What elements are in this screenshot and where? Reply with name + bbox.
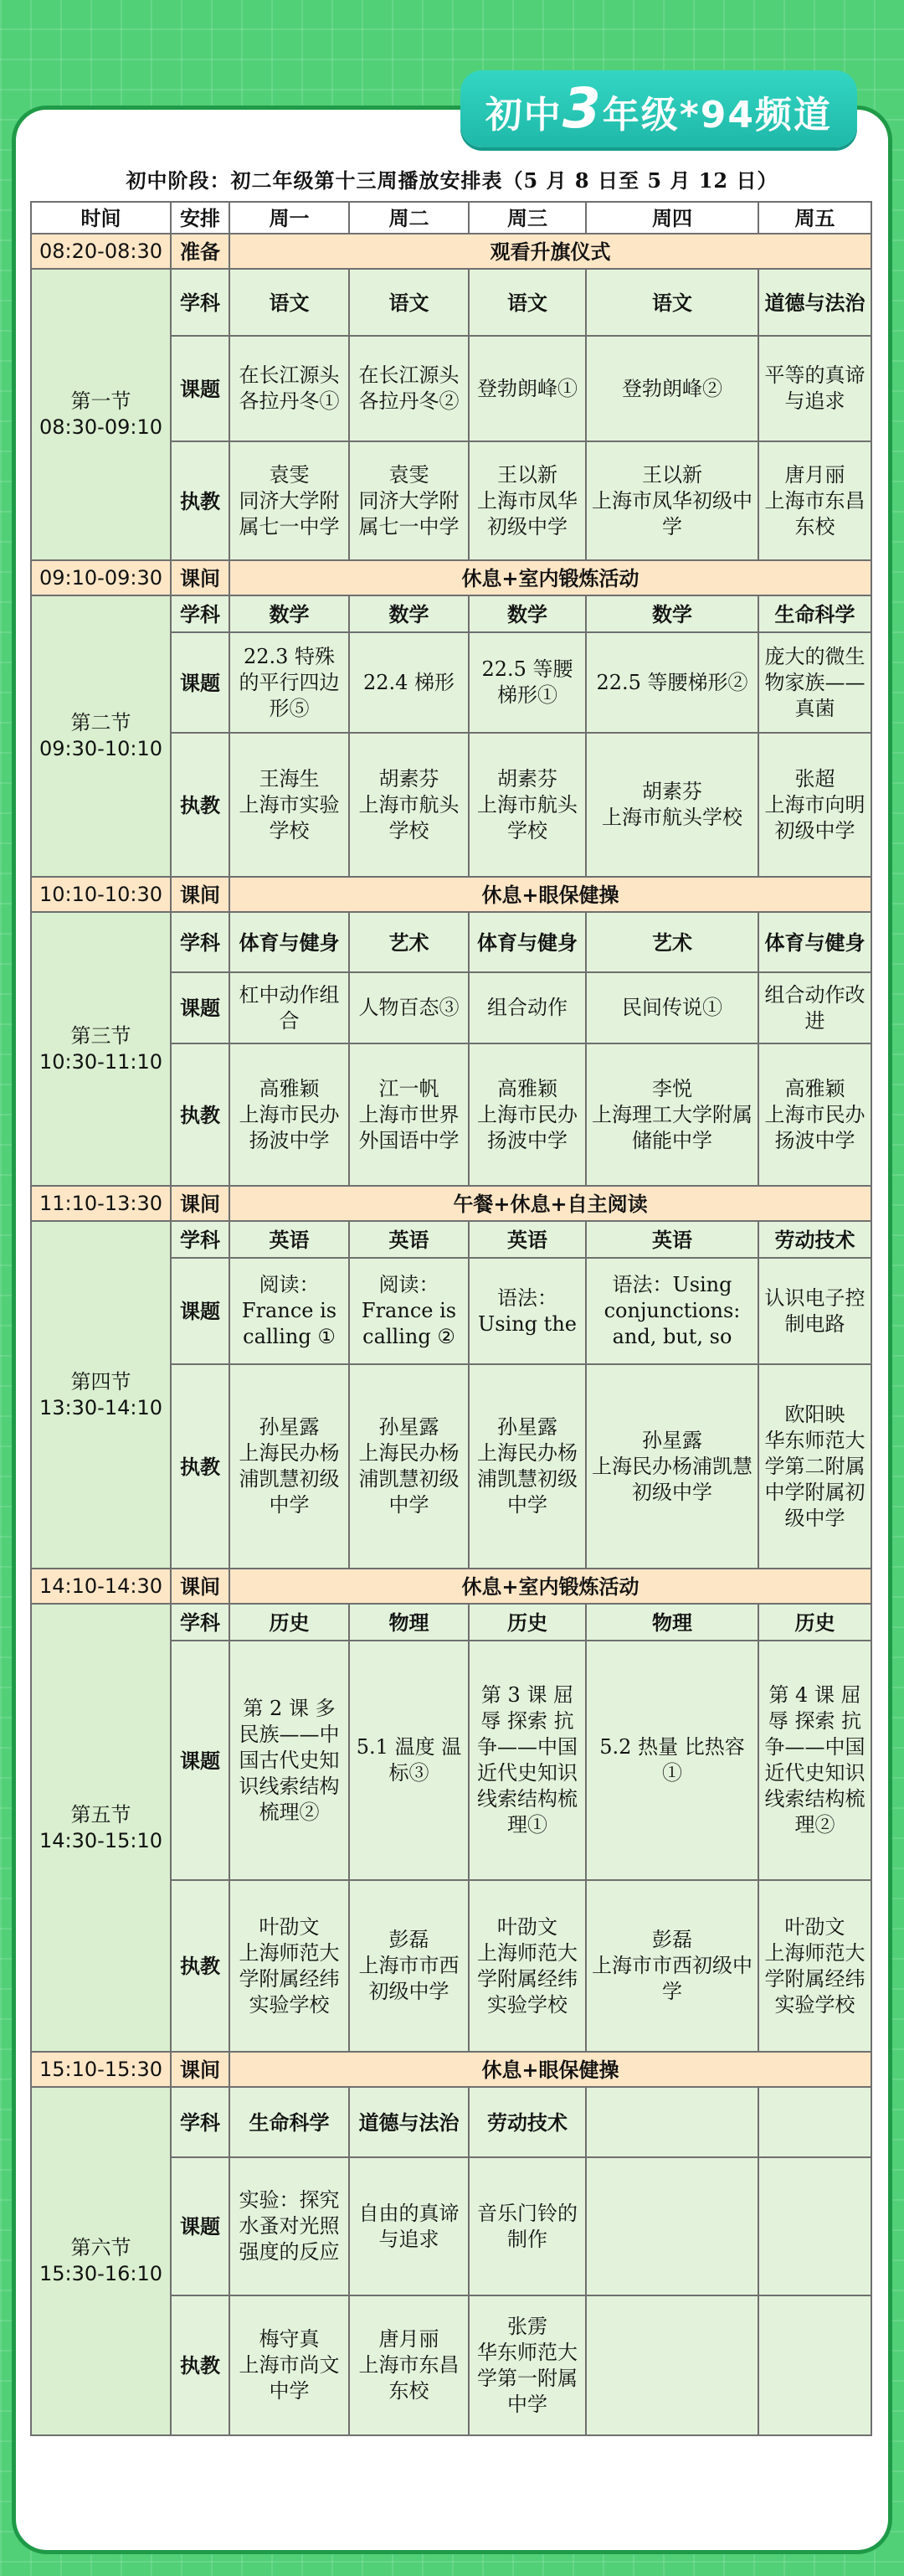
break-activity: 休息+眼保健操 xyxy=(229,877,871,912)
day-1-teacher-cell xyxy=(229,2295,349,2435)
lesson-subject-row xyxy=(31,595,871,632)
subject-text: 劳动技术 xyxy=(774,1227,855,1252)
break-activity: 休息+室内锻炼活动 xyxy=(229,1569,871,1604)
teacher-text: 高雅颖 上海市民办扬波中学 xyxy=(764,1076,865,1152)
lesson-time: 10:30-11:10 xyxy=(39,1049,162,1074)
teacher-text: 张雳 华东师范大学第一附属中学 xyxy=(477,2314,578,2416)
lesson-slot xyxy=(31,2087,171,2435)
day-4-topic-cell xyxy=(586,1258,758,1364)
teacher-text: 袁雯 同济大学附属七一中学 xyxy=(239,462,340,538)
break-time: 14:10-14:30 xyxy=(31,1569,171,1604)
day-5-teacher-cell xyxy=(758,1880,871,2052)
break-row xyxy=(31,234,871,269)
lesson-time: 14:30-15:10 xyxy=(39,1828,162,1852)
row-label-subject: 学科 xyxy=(171,1221,229,1258)
lesson-name: 第四节 xyxy=(70,1369,131,1394)
break-row xyxy=(31,877,871,912)
break-row xyxy=(31,2052,871,2087)
row-label-teacher: 执教 xyxy=(171,441,229,560)
day-4-subject-cell xyxy=(586,1604,758,1641)
day-1-topic-cell xyxy=(229,1258,349,1364)
teacher-text: 彭磊 上海市市西初级中学 xyxy=(358,1928,460,2003)
topic-text: 第 4 课 屈辱 探索 抗争——中国近代史知识线索结构梳理② xyxy=(764,1683,865,1837)
header-time: 时间 xyxy=(31,202,171,234)
day-1-subject-cell xyxy=(229,269,349,336)
row-label-subject: 学科 xyxy=(171,1604,229,1641)
schedule-body xyxy=(31,234,871,2435)
subject-text: 体育与健身 xyxy=(477,930,578,955)
day-1-subject-cell xyxy=(229,595,349,632)
break-activity: 午餐+休息+自主阅读 xyxy=(229,1186,871,1221)
subject-text: 历史 xyxy=(507,1610,547,1635)
header-row xyxy=(31,202,871,234)
day-3-teacher-cell xyxy=(469,1043,586,1186)
subject-text: 艺术 xyxy=(652,930,692,955)
subject-text: 艺术 xyxy=(388,930,429,955)
teacher-text: 王海生 上海市实验学校 xyxy=(239,766,340,842)
topic-text: 自由的真谛与追求 xyxy=(358,2201,460,2251)
break-activity: 休息+室内锻炼活动 xyxy=(229,560,871,595)
schedule-table xyxy=(30,201,872,2436)
day-4-subject-cell xyxy=(586,269,758,336)
subject-text: 数学 xyxy=(388,601,429,626)
break-time: 15:10-15:30 xyxy=(31,2052,171,2087)
lesson-name: 第二节 xyxy=(70,711,131,734)
day-4-teacher-cell xyxy=(586,1364,758,1569)
day-2-subject-cell xyxy=(349,912,469,972)
day-5-topic-cell xyxy=(758,632,871,733)
teacher-text: 高雅颖 上海市民办扬波中学 xyxy=(239,1076,340,1152)
subject-text: 数学 xyxy=(652,601,692,626)
row-label-subject: 学科 xyxy=(171,2087,229,2157)
topic-text: 在长江源头各拉丹冬② xyxy=(358,363,460,413)
day-3-subject-cell xyxy=(469,2087,586,2157)
day-1-subject-cell xyxy=(229,1221,349,1258)
row-label-teacher: 执教 xyxy=(171,2295,229,2435)
lesson-time: 09:30-10:10 xyxy=(39,737,162,760)
day-3-subject-cell xyxy=(469,912,586,972)
subject-text: 劳动技术 xyxy=(487,2110,568,2135)
day-3-topic-cell xyxy=(469,2157,586,2295)
topic-text: 杠中动作组合 xyxy=(239,982,340,1033)
day-2-topic-cell xyxy=(349,2157,469,2295)
day-5-teacher-cell xyxy=(758,2295,871,2435)
day-2-topic-cell xyxy=(349,972,469,1043)
day-1-teacher-cell xyxy=(229,441,349,560)
header-wednesday: 周三 xyxy=(469,202,586,234)
topic-text: 平等的真谛与追求 xyxy=(764,363,865,413)
teacher-text: 叶劭文 上海师范大学附属经纬实验学校 xyxy=(239,1914,340,2017)
day-5-teacher-cell xyxy=(758,1043,871,1186)
day-4-subject-cell xyxy=(586,2087,758,2157)
break-time: 08:20-08:30 xyxy=(31,234,171,269)
teacher-text: 叶劭文 上海师范大学附属经纬实验学校 xyxy=(477,1914,578,2017)
topic-text: 音乐门铃的制作 xyxy=(477,2201,578,2251)
topic-text: 登勃朗峰① xyxy=(477,376,578,400)
row-label-teacher: 执教 xyxy=(171,1880,229,2052)
day-3-subject-cell xyxy=(469,269,586,336)
teacher-text: 梅守真 上海市尚文中学 xyxy=(239,2327,340,2403)
day-3-subject-cell xyxy=(469,1604,586,1641)
row-label-topic: 课题 xyxy=(171,1258,229,1364)
row-label-teacher: 执教 xyxy=(171,733,229,877)
topic-text: 民间传说① xyxy=(622,996,722,1019)
day-1-teacher-cell xyxy=(229,733,349,877)
topic-text: 组合动作改进 xyxy=(764,982,865,1033)
day-3-topic-cell xyxy=(469,1258,586,1364)
break-time: 11:10-13:30 xyxy=(31,1186,171,1221)
lesson-time: 13:30-14:10 xyxy=(39,1395,162,1419)
row-label-subject: 学科 xyxy=(171,595,229,632)
subject-text: 语文 xyxy=(269,290,310,315)
day-3-topic-cell xyxy=(469,1641,586,1880)
topic-text: 语法：Using the xyxy=(478,1285,577,1336)
day-5-subject-cell xyxy=(758,1221,871,1258)
subject-text: 语文 xyxy=(388,290,429,315)
teacher-text: 李悦 上海理工大学附属储能中学 xyxy=(592,1076,752,1152)
day-1-teacher-cell xyxy=(229,1880,349,2052)
teacher-text: 胡素芬 上海市航头学校 xyxy=(477,766,578,842)
lesson-subject-row xyxy=(31,2087,871,2157)
break-time: 09:10-09:30 xyxy=(31,560,171,595)
row-label-subject: 学科 xyxy=(171,269,229,336)
day-5-teacher-cell xyxy=(758,441,871,560)
day-2-topic-cell xyxy=(349,632,469,733)
topic-text: 22.4 梯形 xyxy=(362,670,455,694)
teacher-text: 王以新 上海市凤华初级中学 xyxy=(592,462,752,538)
day-4-teacher-cell xyxy=(586,1043,758,1186)
lesson-name: 第一节 xyxy=(70,389,131,413)
row-label-topic: 课题 xyxy=(171,972,229,1043)
day-2-topic-cell xyxy=(349,1258,469,1364)
topic-text: 5.2 热量 比热容① xyxy=(599,1735,745,1785)
subject-text: 英语 xyxy=(507,1227,547,1252)
day-4-subject-cell xyxy=(586,1221,758,1258)
day-5-subject-cell xyxy=(758,2087,871,2157)
day-1-subject-cell xyxy=(229,912,349,972)
day-1-topic-cell xyxy=(229,2157,349,2295)
subject-text: 物理 xyxy=(652,1610,692,1635)
break-arrangement: 课间 xyxy=(171,1569,229,1604)
day-3-subject-cell xyxy=(469,1221,586,1258)
topic-text: 5.1 温度 温标③ xyxy=(356,1735,462,1785)
day-3-topic-cell xyxy=(469,972,586,1043)
subject-text: 道德与法治 xyxy=(764,290,865,315)
subject-text: 语文 xyxy=(652,290,692,315)
topic-text: 认识电子控制电路 xyxy=(764,1285,865,1336)
day-3-subject-cell xyxy=(469,595,586,632)
teacher-text: 孙星露 上海民办杨浦凯慧初级中学 xyxy=(477,1415,578,1517)
day-3-teacher-cell xyxy=(469,733,586,877)
day-5-topic-cell xyxy=(758,1258,871,1364)
teacher-text: 胡素芬 上海市航头学校 xyxy=(602,780,742,829)
day-3-teacher-cell xyxy=(469,2295,586,2435)
subject-text: 体育与健身 xyxy=(764,930,865,955)
day-2-subject-cell xyxy=(349,1604,469,1641)
subject-text: 历史 xyxy=(269,1610,310,1635)
teacher-text: 彭磊 上海市市西初级中学 xyxy=(592,1928,752,2003)
teacher-text: 高雅颖 上海市民办扬波中学 xyxy=(477,1076,578,1152)
lesson-subject-row xyxy=(31,269,871,336)
break-time: 10:10-10:30 xyxy=(31,877,171,912)
teacher-text: 孙星露 上海民办杨浦凯慧初级中学 xyxy=(592,1428,752,1504)
channel-badge: 初中3年级*94频道 xyxy=(460,70,857,147)
day-5-subject-cell xyxy=(758,595,871,632)
subject-text: 道德与法治 xyxy=(358,2110,460,2135)
lesson-slot xyxy=(31,912,171,1186)
lesson-slot xyxy=(31,1221,171,1569)
day-1-topic-cell xyxy=(229,632,349,733)
day-3-teacher-cell xyxy=(469,441,586,560)
lesson-time: 15:30-16:10 xyxy=(39,2262,162,2285)
day-2-teacher-cell xyxy=(349,733,469,877)
teacher-text: 孙星露 上海民办杨浦凯慧初级中学 xyxy=(358,1415,460,1517)
subject-text: 数学 xyxy=(507,601,547,626)
lesson-name: 第三节 xyxy=(70,1023,131,1048)
day-1-topic-cell xyxy=(229,972,349,1043)
day-2-teacher-cell xyxy=(349,1043,469,1186)
row-label-topic: 课题 xyxy=(171,1641,229,1880)
day-4-topic-cell xyxy=(586,336,758,441)
day-1-topic-cell xyxy=(229,336,349,441)
day-2-subject-cell xyxy=(349,269,469,336)
day-2-subject-cell xyxy=(349,2087,469,2157)
day-3-topic-cell xyxy=(469,336,586,441)
topic-text: 登勃朗峰② xyxy=(622,376,722,400)
day-1-teacher-cell xyxy=(229,1364,349,1569)
subject-text: 英语 xyxy=(652,1227,692,1252)
header-tuesday: 周二 xyxy=(349,202,469,234)
subject-text: 生命科学 xyxy=(249,2110,330,2135)
day-3-topic-cell xyxy=(469,632,586,733)
day-2-topic-cell xyxy=(349,336,469,441)
day-1-subject-cell xyxy=(229,1604,349,1641)
row-label-topic: 课题 xyxy=(171,632,229,733)
day-5-subject-cell xyxy=(758,912,871,972)
subject-text: 生命科学 xyxy=(774,601,855,626)
topic-text: 第 2 课 多民族——中国古代史知识线索结构梳理② xyxy=(239,1696,340,1824)
subject-text: 英语 xyxy=(388,1227,429,1252)
day-4-teacher-cell xyxy=(586,441,758,560)
teacher-text: 王以新 上海市凤华初级中学 xyxy=(477,462,578,538)
day-5-teacher-cell xyxy=(758,733,871,877)
row-label-topic: 课题 xyxy=(171,336,229,441)
day-5-topic-cell xyxy=(758,1641,871,1880)
day-1-teacher-cell xyxy=(229,1043,349,1186)
topic-text: 组合动作 xyxy=(487,996,568,1019)
day-1-subject-cell xyxy=(229,2087,349,2157)
day-5-subject-cell xyxy=(758,1604,871,1641)
row-label-topic: 课题 xyxy=(171,2157,229,2295)
break-arrangement: 课间 xyxy=(171,1186,229,1221)
day-4-teacher-cell xyxy=(586,2295,758,2435)
day-2-teacher-cell xyxy=(349,1880,469,2052)
day-5-subject-cell xyxy=(758,269,871,336)
teacher-text: 江一帆 上海市世界外国语中学 xyxy=(358,1076,460,1152)
day-2-topic-cell xyxy=(349,1641,469,1880)
topic-text: 庞大的微生物家族——真菌 xyxy=(764,644,865,720)
topic-text: 第 3 课 屈辱 探索 抗争——中国近代史知识线索结构梳理① xyxy=(477,1683,578,1837)
day-4-teacher-cell xyxy=(586,733,758,877)
teacher-text: 欧阳映 华东师范大学第二附属中学附属初级中学 xyxy=(764,1402,865,1530)
subject-text: 英语 xyxy=(269,1227,310,1252)
header-thursday: 周四 xyxy=(586,202,758,234)
topic-text: 22.3 特殊的平行四边形⑤ xyxy=(239,644,340,720)
day-4-topic-cell xyxy=(586,972,758,1043)
teacher-text: 唐月丽 上海市东昌东校 xyxy=(358,2327,460,2403)
break-row xyxy=(31,560,871,595)
teacher-text: 胡素芬 上海市航头学校 xyxy=(358,766,460,842)
break-arrangement: 准备 xyxy=(171,234,229,269)
subject-text: 数学 xyxy=(269,601,310,626)
teacher-text: 张超 上海市向明初级中学 xyxy=(764,766,865,842)
day-2-teacher-cell xyxy=(349,1364,469,1569)
subject-text: 物理 xyxy=(388,1610,429,1635)
day-2-subject-cell xyxy=(349,595,469,632)
lesson-time: 08:30-09:10 xyxy=(39,415,162,439)
row-label-teacher: 执教 xyxy=(171,1364,229,1569)
subject-text: 语文 xyxy=(507,290,547,315)
break-arrangement: 课间 xyxy=(171,560,229,595)
topic-text: 语法：Using conjunctions: and, but, so xyxy=(604,1273,741,1348)
row-label-teacher: 执教 xyxy=(171,1043,229,1186)
topic-text: 人物百态③ xyxy=(358,996,460,1019)
day-5-topic-cell xyxy=(758,336,871,441)
day-3-teacher-cell xyxy=(469,1364,586,1569)
lesson-slot xyxy=(31,269,171,560)
subject-text: 历史 xyxy=(794,1610,835,1635)
header-arrangement: 安排 xyxy=(171,202,229,234)
day-5-teacher-cell xyxy=(758,1364,871,1569)
lesson-slot xyxy=(31,595,171,877)
day-4-topic-cell xyxy=(586,1641,758,1880)
lesson-name: 第六节 xyxy=(70,2236,131,2259)
topic-text: 在长江源头各拉丹冬① xyxy=(239,363,340,413)
lesson-name: 第五节 xyxy=(70,1802,131,1826)
break-arrangement: 课间 xyxy=(171,877,229,912)
break-row xyxy=(31,1186,871,1221)
topic-text: 实验：探究水蚤对光照强度的反应 xyxy=(239,2188,340,2264)
day-4-teacher-cell xyxy=(586,1880,758,2052)
day-4-subject-cell xyxy=(586,595,758,632)
break-row xyxy=(31,1569,871,1604)
day-2-teacher-cell xyxy=(349,441,469,560)
topic-text: 22.5 等腰梯形② xyxy=(596,670,748,694)
day-2-subject-cell xyxy=(349,1221,469,1258)
topic-text: 阅读：France is calling ② xyxy=(361,1273,457,1348)
teacher-text: 孙星露 上海民办杨浦凯慧初级中学 xyxy=(239,1415,340,1517)
day-3-teacher-cell xyxy=(469,1880,586,2052)
header-friday: 周五 xyxy=(758,202,871,234)
subject-text: 体育与健身 xyxy=(239,930,340,955)
day-1-topic-cell xyxy=(229,1641,349,1880)
topic-text: 22.5 等腰梯形① xyxy=(481,657,573,707)
day-4-subject-cell xyxy=(586,912,758,972)
lesson-subject-row xyxy=(31,1221,871,1258)
topic-text: 阅读：France is calling ① xyxy=(241,1273,337,1348)
day-4-topic-cell xyxy=(586,2157,758,2295)
day-5-topic-cell xyxy=(758,972,871,1043)
break-activity: 观看升旗仪式 xyxy=(229,234,871,269)
teacher-text: 叶劭文 上海师范大学附属经纬实验学校 xyxy=(764,1914,865,2017)
day-5-topic-cell xyxy=(758,2157,871,2295)
lesson-slot xyxy=(31,1604,171,2052)
teacher-text: 唐月丽 上海市东昌东校 xyxy=(764,462,865,538)
schedule-title: 初中阶段：初二年级第十三周播放安排表（5 月 8 日至 5 月 12 日） xyxy=(126,168,778,193)
break-arrangement: 课间 xyxy=(171,2052,229,2087)
break-activity: 休息+眼保健操 xyxy=(229,2052,871,2087)
teacher-text: 袁雯 同济大学附属七一中学 xyxy=(358,462,460,538)
lesson-subject-row xyxy=(31,1604,871,1641)
row-label-subject: 学科 xyxy=(171,912,229,972)
lesson-subject-row xyxy=(31,912,871,972)
day-4-topic-cell xyxy=(586,632,758,733)
header-monday: 周一 xyxy=(229,202,349,234)
day-2-teacher-cell xyxy=(349,2295,469,2435)
